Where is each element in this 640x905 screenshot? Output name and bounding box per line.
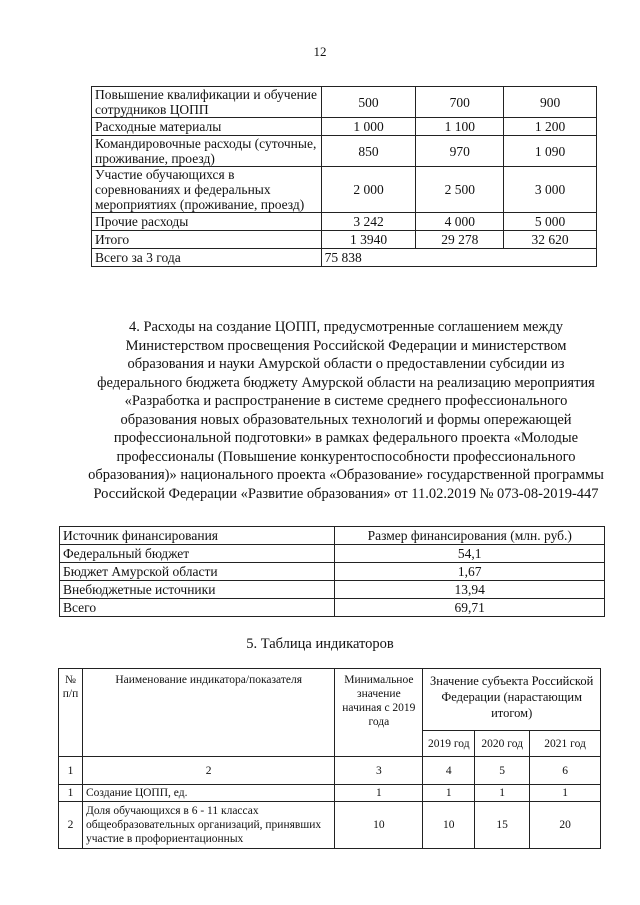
- cost-value: 32 620: [504, 231, 597, 249]
- cost-value: 970: [416, 136, 504, 167]
- index-cell: 4: [423, 757, 475, 785]
- row-num: 2: [59, 802, 83, 849]
- table-row: [60, 545, 605, 563]
- funding-source: Всего: [60, 599, 335, 617]
- table-row: [92, 167, 597, 213]
- header-name: Наименование индикатора/показателя: [82, 669, 334, 757]
- cost-value: 2 000: [321, 167, 416, 213]
- funding-amount: 13,94: [335, 581, 605, 599]
- cost-value: 1 090: [504, 136, 597, 167]
- cost-label: Прочие расходы: [92, 213, 322, 231]
- header-year: 2019 год: [423, 731, 475, 757]
- table-row: [60, 599, 605, 617]
- header-amount: Размер финансирования (млн. руб.): [335, 527, 605, 545]
- header-num: № п/п: [59, 669, 83, 757]
- index-cell: 1: [59, 757, 83, 785]
- indicator-2020: 15: [475, 802, 530, 849]
- cost-label: Командировочные расходы (суточные, проживание, проезд): [92, 136, 322, 167]
- cost-value: 700: [416, 87, 504, 118]
- indicator-2020: 1: [475, 785, 530, 802]
- header-year: 2020 год: [475, 731, 530, 757]
- header-min: Минимальное значение начиная с 2019 года: [335, 669, 423, 757]
- cost-value: 1 3940: [321, 231, 416, 249]
- cost-value: 2 500: [416, 167, 504, 213]
- cost-value: 5 000: [504, 213, 597, 231]
- header-value: Значение субъекта Российской Федерации (нарастающим итогом): [423, 669, 601, 731]
- cost-value: 3 242: [321, 213, 416, 231]
- indicator-min: 10: [335, 802, 423, 849]
- indicator-min: 1: [335, 785, 423, 802]
- table-header-row: [60, 527, 605, 545]
- funding-source: Бюджет Амурской области: [60, 563, 335, 581]
- cost-value: 850: [321, 136, 416, 167]
- cost-total-value: 75 838: [321, 249, 596, 267]
- indicator-2019: 1: [423, 785, 475, 802]
- table-row: [92, 213, 597, 231]
- table-row-total: [92, 249, 597, 267]
- index-cell: 3: [335, 757, 423, 785]
- index-cell: 2: [82, 757, 334, 785]
- table-row: [92, 87, 597, 118]
- funding-table: [59, 526, 605, 617]
- cost-value: 1 100: [416, 118, 504, 136]
- table-row: [92, 118, 597, 136]
- header-source: Источник финансирования: [60, 527, 335, 545]
- cost-value: 3 000: [504, 167, 597, 213]
- cost-value: 1 200: [504, 118, 597, 136]
- header-year: 2021 год: [530, 731, 601, 757]
- page-number: 12: [313, 44, 327, 59]
- indicator-2021: 1: [530, 785, 601, 802]
- cost-label: Повышение квалификации и обучение сотрудников ЦОПП: [92, 87, 322, 118]
- cost-value: 900: [504, 87, 597, 118]
- cost-label: Участие обучающихся в соревнованиях и федеральных мероприятиях (проживание, проезд): [92, 167, 322, 213]
- indicator-name: Доля обучающихся в 6 - 11 классах общеобразовательных организаций, принявших участие в профориентационных: [82, 802, 334, 849]
- funding-amount: 54,1: [335, 545, 605, 563]
- funding-amount: 1,67: [335, 563, 605, 581]
- table-index-row: [59, 757, 601, 785]
- row-num: 1: [59, 785, 83, 802]
- table-header-row: [59, 669, 601, 731]
- funding-source: Внебюджетные источники: [60, 581, 335, 599]
- table-row: [92, 231, 597, 249]
- funding-amount: 69,71: [335, 599, 605, 617]
- cost-value: 500: [321, 87, 416, 118]
- index-cell: 5: [475, 757, 530, 785]
- table-row: [60, 563, 605, 581]
- indicator-name: Создание ЦОПП, ед.: [82, 785, 334, 802]
- table-row: [59, 785, 601, 802]
- indicator-2021: 20: [530, 802, 601, 849]
- cost-label: Расходные материалы: [92, 118, 322, 136]
- indicators-table: [58, 668, 601, 849]
- index-cell: 6: [530, 757, 601, 785]
- indicator-2019: 10: [423, 802, 475, 849]
- table-row: [59, 802, 601, 849]
- table-row: [92, 136, 597, 167]
- cost-value: 1 000: [321, 118, 416, 136]
- cost-value: 29 278: [416, 231, 504, 249]
- cost-value: 4 000: [416, 213, 504, 231]
- cost-label: Итого: [92, 231, 322, 249]
- funding-source: Федеральный бюджет: [60, 545, 335, 563]
- funding-paragraph: 4. Расходы на создание ЦОПП, предусмотренные соглашением между Министерством просвещения Российской Федерации и министерством образования и науки Амурской области о предоставлении субсидии из федерального бюджета бюджету Амурской области на реализацию мероприятия «Разработка и распространение в системе среднего профессионального образования новых образовательных технологий и формы опережающей профессиональной подготовки» в рамках федерального проекта «Молодые профессионалы (Повышение конкурентоспособности профессионального образования)» национального проекта «Образование» государственной программы Российской Федерации «Развитие образования» от 11.02.2019 № 073-08-2019-447: [88, 319, 604, 502]
- indicators-title: 5. Таблица индикаторов: [246, 636, 394, 652]
- cost-table: [91, 86, 597, 267]
- table-row: [60, 581, 605, 599]
- cost-total-label: Всего за 3 года: [92, 249, 322, 267]
